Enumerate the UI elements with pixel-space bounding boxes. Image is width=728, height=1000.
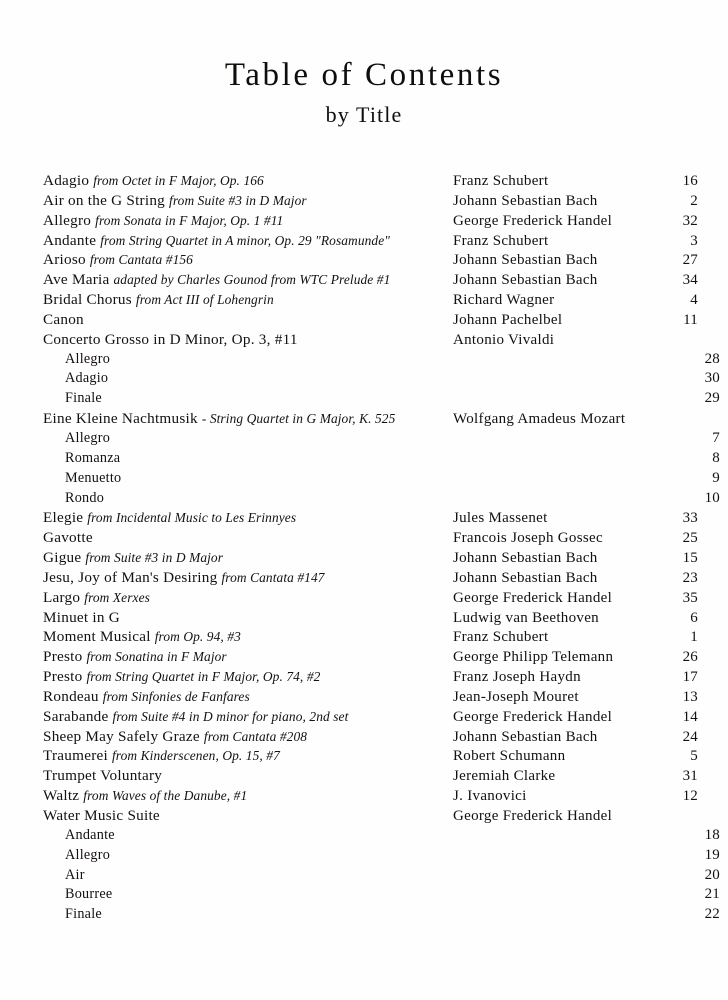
- entry-title: [43, 172, 453, 190]
- entry-title: [43, 767, 453, 785]
- entry-work-name: Romanza: [65, 449, 121, 466]
- contents-sub-item[interactable]: [43, 906, 720, 926]
- entry-composer: Wolfgang Amadeus Mozart: [453, 411, 626, 428]
- entry-page-number[interactable]: 8: [712, 449, 720, 466]
- contents-sub-item[interactable]: [43, 350, 720, 371]
- entry-composer: Franz Schubert: [453, 173, 549, 189]
- entry-qualifier: from Waves of the Danube, #1: [83, 788, 248, 804]
- entry-composer: George Frederick Handel: [453, 708, 613, 725]
- entry-title: [43, 787, 453, 805]
- entry-work-name: Finale: [65, 390, 102, 407]
- contents-item[interactable]: [43, 212, 698, 232]
- entry-work-name: Eine Kleine Nachtmusik: [43, 410, 198, 428]
- entry-title: [43, 450, 475, 467]
- entry-work-name: Arioso: [43, 251, 86, 269]
- entry-work-name: Minuet in G: [43, 608, 120, 626]
- entry-title: [43, 251, 453, 269]
- entry-title: [43, 747, 453, 765]
- contents-item[interactable]: [43, 549, 698, 569]
- entry-title: [43, 490, 475, 507]
- contents-sub-item[interactable]: [43, 469, 720, 490]
- entry-work-name: Water Music Suite: [43, 807, 160, 824]
- entry-composer: Johann Sebastian Bach: [453, 728, 598, 745]
- entry-qualifier: adapted by Charles Gounod from WTC Prelude #1: [113, 272, 391, 288]
- entry-page-number[interactable]: 23: [682, 569, 698, 586]
- entry-title: [43, 807, 453, 825]
- contents-item[interactable]: [43, 529, 698, 549]
- entry-composer: George Philipp Telemann: [453, 649, 614, 666]
- entry-work-name: Concerto Grosso in D Minor, Op. 3, #11: [43, 330, 298, 348]
- entry-work-name: Elegie: [43, 509, 84, 527]
- entry-work-name: Sheep May Safely Graze: [43, 727, 200, 745]
- contents-item[interactable]: [43, 311, 698, 331]
- entry-title: [43, 589, 453, 607]
- entry-work-name: Sarabande: [43, 707, 109, 725]
- entry-page-number[interactable]: 22: [704, 906, 720, 923]
- entry-title: [43, 351, 475, 368]
- entry-composer: Jean-Joseph Mouret: [453, 688, 579, 705]
- entry-composer: Francois Joseph Gossec: [453, 530, 603, 547]
- entry-qualifier: - String Quartet in G Major, K. 525: [201, 411, 396, 427]
- contents-item[interactable]: [43, 668, 698, 688]
- title-block: [0, 58, 728, 127]
- entry-composer: Jules Massenet: [453, 510, 548, 527]
- entry-work-name: Allegro: [43, 211, 92, 229]
- entry-page-number[interactable]: 24: [682, 728, 698, 745]
- contents-item[interactable]: [43, 648, 698, 668]
- entry-work-name: Finale: [65, 906, 102, 923]
- entry-qualifier: from Sinfonies de Fanfares: [102, 688, 250, 704]
- contents-item[interactable]: [43, 728, 698, 748]
- entry-composer: Richard Wagner: [453, 292, 555, 309]
- entry-qualifier: from Suite #3 in D Major: [85, 550, 224, 566]
- entry-work-name: Menuetto: [65, 469, 122, 486]
- contents-item[interactable]: [43, 291, 698, 311]
- entry-work-name: Presto: [43, 648, 83, 666]
- contents-item[interactable]: [43, 708, 698, 728]
- entry-work-name: Largo: [43, 588, 81, 606]
- entry-work-name: Allegro: [65, 429, 111, 446]
- entry-page-number[interactable]: 13: [682, 688, 698, 705]
- entry-page-number[interactable]: 15: [682, 550, 698, 567]
- entry-page-number[interactable]: 16: [682, 173, 698, 189]
- entry-composer: George Frederick Handel: [453, 212, 613, 229]
- entry-page-number[interactable]: 4: [690, 292, 698, 309]
- entry-composer: George Frederick Handel: [453, 808, 613, 824]
- entry-page-number[interactable]: 5: [690, 748, 698, 765]
- contents-item[interactable]: [43, 251, 698, 271]
- entry-qualifier: from Op. 94, #3: [154, 629, 241, 645]
- entry-qualifier: from Suite #3 in D Major: [169, 192, 307, 208]
- entry-title: [43, 609, 453, 627]
- entry-title: [43, 192, 453, 210]
- entry-title: [43, 847, 475, 864]
- contents-sub-item[interactable]: [43, 826, 720, 847]
- entry-qualifier: from Sonatina in F Major: [86, 649, 227, 665]
- entry-qualifier: from Kinderscenen, Op. 15, #7: [111, 748, 280, 764]
- entry-work-name: Canon: [43, 310, 84, 328]
- entry-work-name: Moment Musical: [43, 628, 151, 646]
- entry-title: [43, 708, 453, 726]
- entry-work-name: Gavotte: [43, 529, 93, 547]
- entry-page-number[interactable]: 7: [712, 429, 720, 446]
- contents-sub-item[interactable]: [43, 846, 720, 867]
- entry-page-number[interactable]: 26: [682, 649, 698, 666]
- entry-work-name: Jesu, Joy of Man's Desiring: [43, 568, 218, 586]
- entry-page-number[interactable]: 17: [682, 669, 698, 686]
- entry-composer: Franz Schubert: [453, 629, 549, 646]
- entry-title: [43, 212, 453, 230]
- entry-page-number[interactable]: 34: [682, 272, 698, 289]
- entry-work-name: Air on the G String: [43, 191, 166, 209]
- entry-work-name: Adagio: [43, 172, 90, 189]
- contents-sub-item[interactable]: [43, 489, 720, 510]
- contents-item[interactable]: [43, 609, 698, 629]
- entry-qualifier: from String Quartet in A minor, Op. 29 "Rosamunde": [100, 232, 390, 248]
- entry-title: [43, 232, 453, 250]
- entry-title: [43, 648, 453, 666]
- entry-page-number[interactable]: 1: [690, 629, 698, 646]
- contents-item[interactable]: [43, 688, 698, 708]
- contents-item[interactable]: [43, 271, 698, 291]
- entry-composer: Johann Sebastian Bach: [453, 272, 598, 289]
- entry-qualifier: from String Quartet in F Major, Op. 74, #2: [86, 669, 321, 685]
- entry-work-name: Adagio: [65, 370, 109, 387]
- entry-qualifier: from Suite #4 in D minor for piano, 2nd set: [112, 708, 349, 724]
- contents-item[interactable]: [43, 787, 698, 807]
- entry-composer: Johann Sebastian Bach: [453, 569, 598, 586]
- entry-page-number[interactable]: 2: [690, 192, 698, 209]
- contents-item[interactable]: [43, 331, 698, 351]
- entry-work-name: Traumerei: [43, 747, 108, 765]
- contents-item[interactable]: [43, 509, 698, 529]
- entry-page-number[interactable]: 31: [682, 768, 698, 785]
- entry-work-name: Waltz: [43, 787, 80, 805]
- entry-page-number[interactable]: 21: [704, 886, 720, 903]
- entry-qualifier: from Sonata in F Major, Op. 1 #11: [95, 212, 284, 228]
- entry-page-number[interactable]: 27: [682, 252, 698, 269]
- entry-work-name: Ave Maria: [43, 271, 110, 289]
- contents-list: [43, 172, 720, 926]
- entry-title: [43, 886, 475, 903]
- entry-page-number[interactable]: 12: [682, 788, 698, 805]
- contents-item[interactable]: [43, 172, 698, 192]
- entry-title: [43, 509, 453, 527]
- entry-composer: J. Ivanovici: [453, 788, 527, 805]
- entry-work-name: Rondo: [65, 489, 105, 506]
- contents-sub-item[interactable]: [43, 370, 720, 390]
- entry-page-number[interactable]: 18: [704, 826, 720, 843]
- entry-title: [43, 906, 475, 923]
- entry-title: [43, 331, 453, 349]
- entry-title: [43, 430, 475, 447]
- contents-item[interactable]: [43, 192, 698, 212]
- entry-page-number[interactable]: 28: [704, 350, 720, 367]
- entry-composer: Johann Sebastian Bach: [453, 550, 598, 567]
- contents-sub-item[interactable]: [43, 429, 720, 450]
- entry-title: [43, 390, 475, 407]
- entry-page-number[interactable]: 9: [712, 469, 720, 486]
- entry-title: [43, 628, 453, 646]
- entry-composer: Franz Schubert: [453, 232, 549, 249]
- contents-item[interactable]: [43, 628, 698, 648]
- entry-work-name: Bridal Chorus: [43, 291, 132, 309]
- entry-qualifier: from Cantata #147: [221, 569, 325, 585]
- entry-title: [43, 410, 453, 428]
- entry-page-number[interactable]: 6: [690, 609, 698, 626]
- entry-work-name: Andante: [65, 826, 115, 843]
- entry-composer: Johann Sebastian Bach: [453, 252, 598, 269]
- entry-work-name: Allegro: [65, 846, 111, 863]
- contents-item[interactable]: [43, 767, 698, 787]
- entry-work-name: Rondeau: [43, 687, 99, 705]
- entry-title: [43, 827, 475, 844]
- contents-sub-item[interactable]: [43, 449, 720, 470]
- entry-page-number[interactable]: 10: [704, 489, 720, 506]
- entry-title: [43, 728, 453, 746]
- entry-work-name: Bourree: [65, 886, 113, 903]
- entry-composer: Jeremiah Clarke: [453, 768, 556, 785]
- entry-composer: Johann Pachelbel: [453, 311, 563, 328]
- entry-title: [43, 688, 453, 706]
- contents-item[interactable]: [43, 589, 698, 609]
- entry-composer: Ludwig van Beethoven: [453, 609, 599, 626]
- contents-item[interactable]: [43, 569, 698, 589]
- entry-work-name: Andante: [43, 231, 97, 249]
- entry-page-number[interactable]: 33: [682, 510, 698, 527]
- contents-item[interactable]: [43, 807, 698, 827]
- entry-qualifier: from Xerxes: [84, 589, 150, 605]
- entry-composer: George Frederick Handel: [453, 589, 613, 606]
- entry-page-number[interactable]: 19: [704, 846, 720, 863]
- entry-title: [43, 668, 453, 686]
- entry-title: [43, 569, 453, 587]
- entry-work-name: Trumpet Voluntary: [43, 767, 163, 785]
- entry-work-name: Air: [65, 866, 85, 883]
- contents-sub-item[interactable]: [43, 886, 720, 906]
- entry-page-number[interactable]: 11: [683, 311, 698, 328]
- contents-item[interactable]: [43, 747, 698, 767]
- entry-work-name: Presto: [43, 668, 83, 686]
- entry-qualifier: from Octet in F Major, Op. 166: [93, 173, 264, 188]
- entry-page-number[interactable]: 14: [682, 708, 698, 725]
- contents-sub-item[interactable]: [43, 866, 720, 887]
- entry-qualifier: from Act III of Lohengrin: [135, 292, 274, 308]
- entry-page-number[interactable]: 3: [690, 232, 698, 249]
- entry-title: [43, 549, 453, 567]
- entry-page-number[interactable]: 35: [682, 589, 698, 606]
- page-title: Table of Contents: [224, 57, 504, 93]
- contents-item[interactable]: [43, 410, 698, 430]
- entry-page-number[interactable]: 25: [682, 530, 698, 547]
- entry-page-number[interactable]: 29: [704, 390, 720, 407]
- entry-qualifier: from Cantata #208: [203, 728, 308, 744]
- entry-title: [43, 370, 475, 387]
- contents-item[interactable]: [43, 232, 698, 252]
- entry-page-number[interactable]: 30: [704, 370, 720, 387]
- entry-work-name: Allegro: [65, 350, 111, 367]
- entry-title: [43, 529, 453, 547]
- entry-title: [43, 271, 453, 289]
- entry-page-number[interactable]: 32: [682, 212, 698, 229]
- entry-composer: Antonio Vivaldi: [453, 331, 555, 348]
- page-subtitle: by Title: [325, 101, 403, 127]
- entry-title: [43, 470, 475, 487]
- entry-title: [43, 291, 453, 309]
- entry-composer: Franz Joseph Haydn: [453, 669, 581, 686]
- entry-qualifier: from Incidental Music to Les Erinnyes: [87, 510, 297, 526]
- entry-title: [43, 867, 475, 884]
- entry-page-number[interactable]: 20: [704, 866, 720, 883]
- entry-composer: Johann Sebastian Bach: [453, 192, 598, 209]
- contents-sub-item[interactable]: [43, 390, 720, 410]
- entry-qualifier: from Cantata #156: [89, 252, 193, 268]
- entry-composer: Robert Schumann: [453, 748, 566, 765]
- entry-work-name: Gigue: [43, 549, 82, 567]
- entry-title: [43, 311, 453, 329]
